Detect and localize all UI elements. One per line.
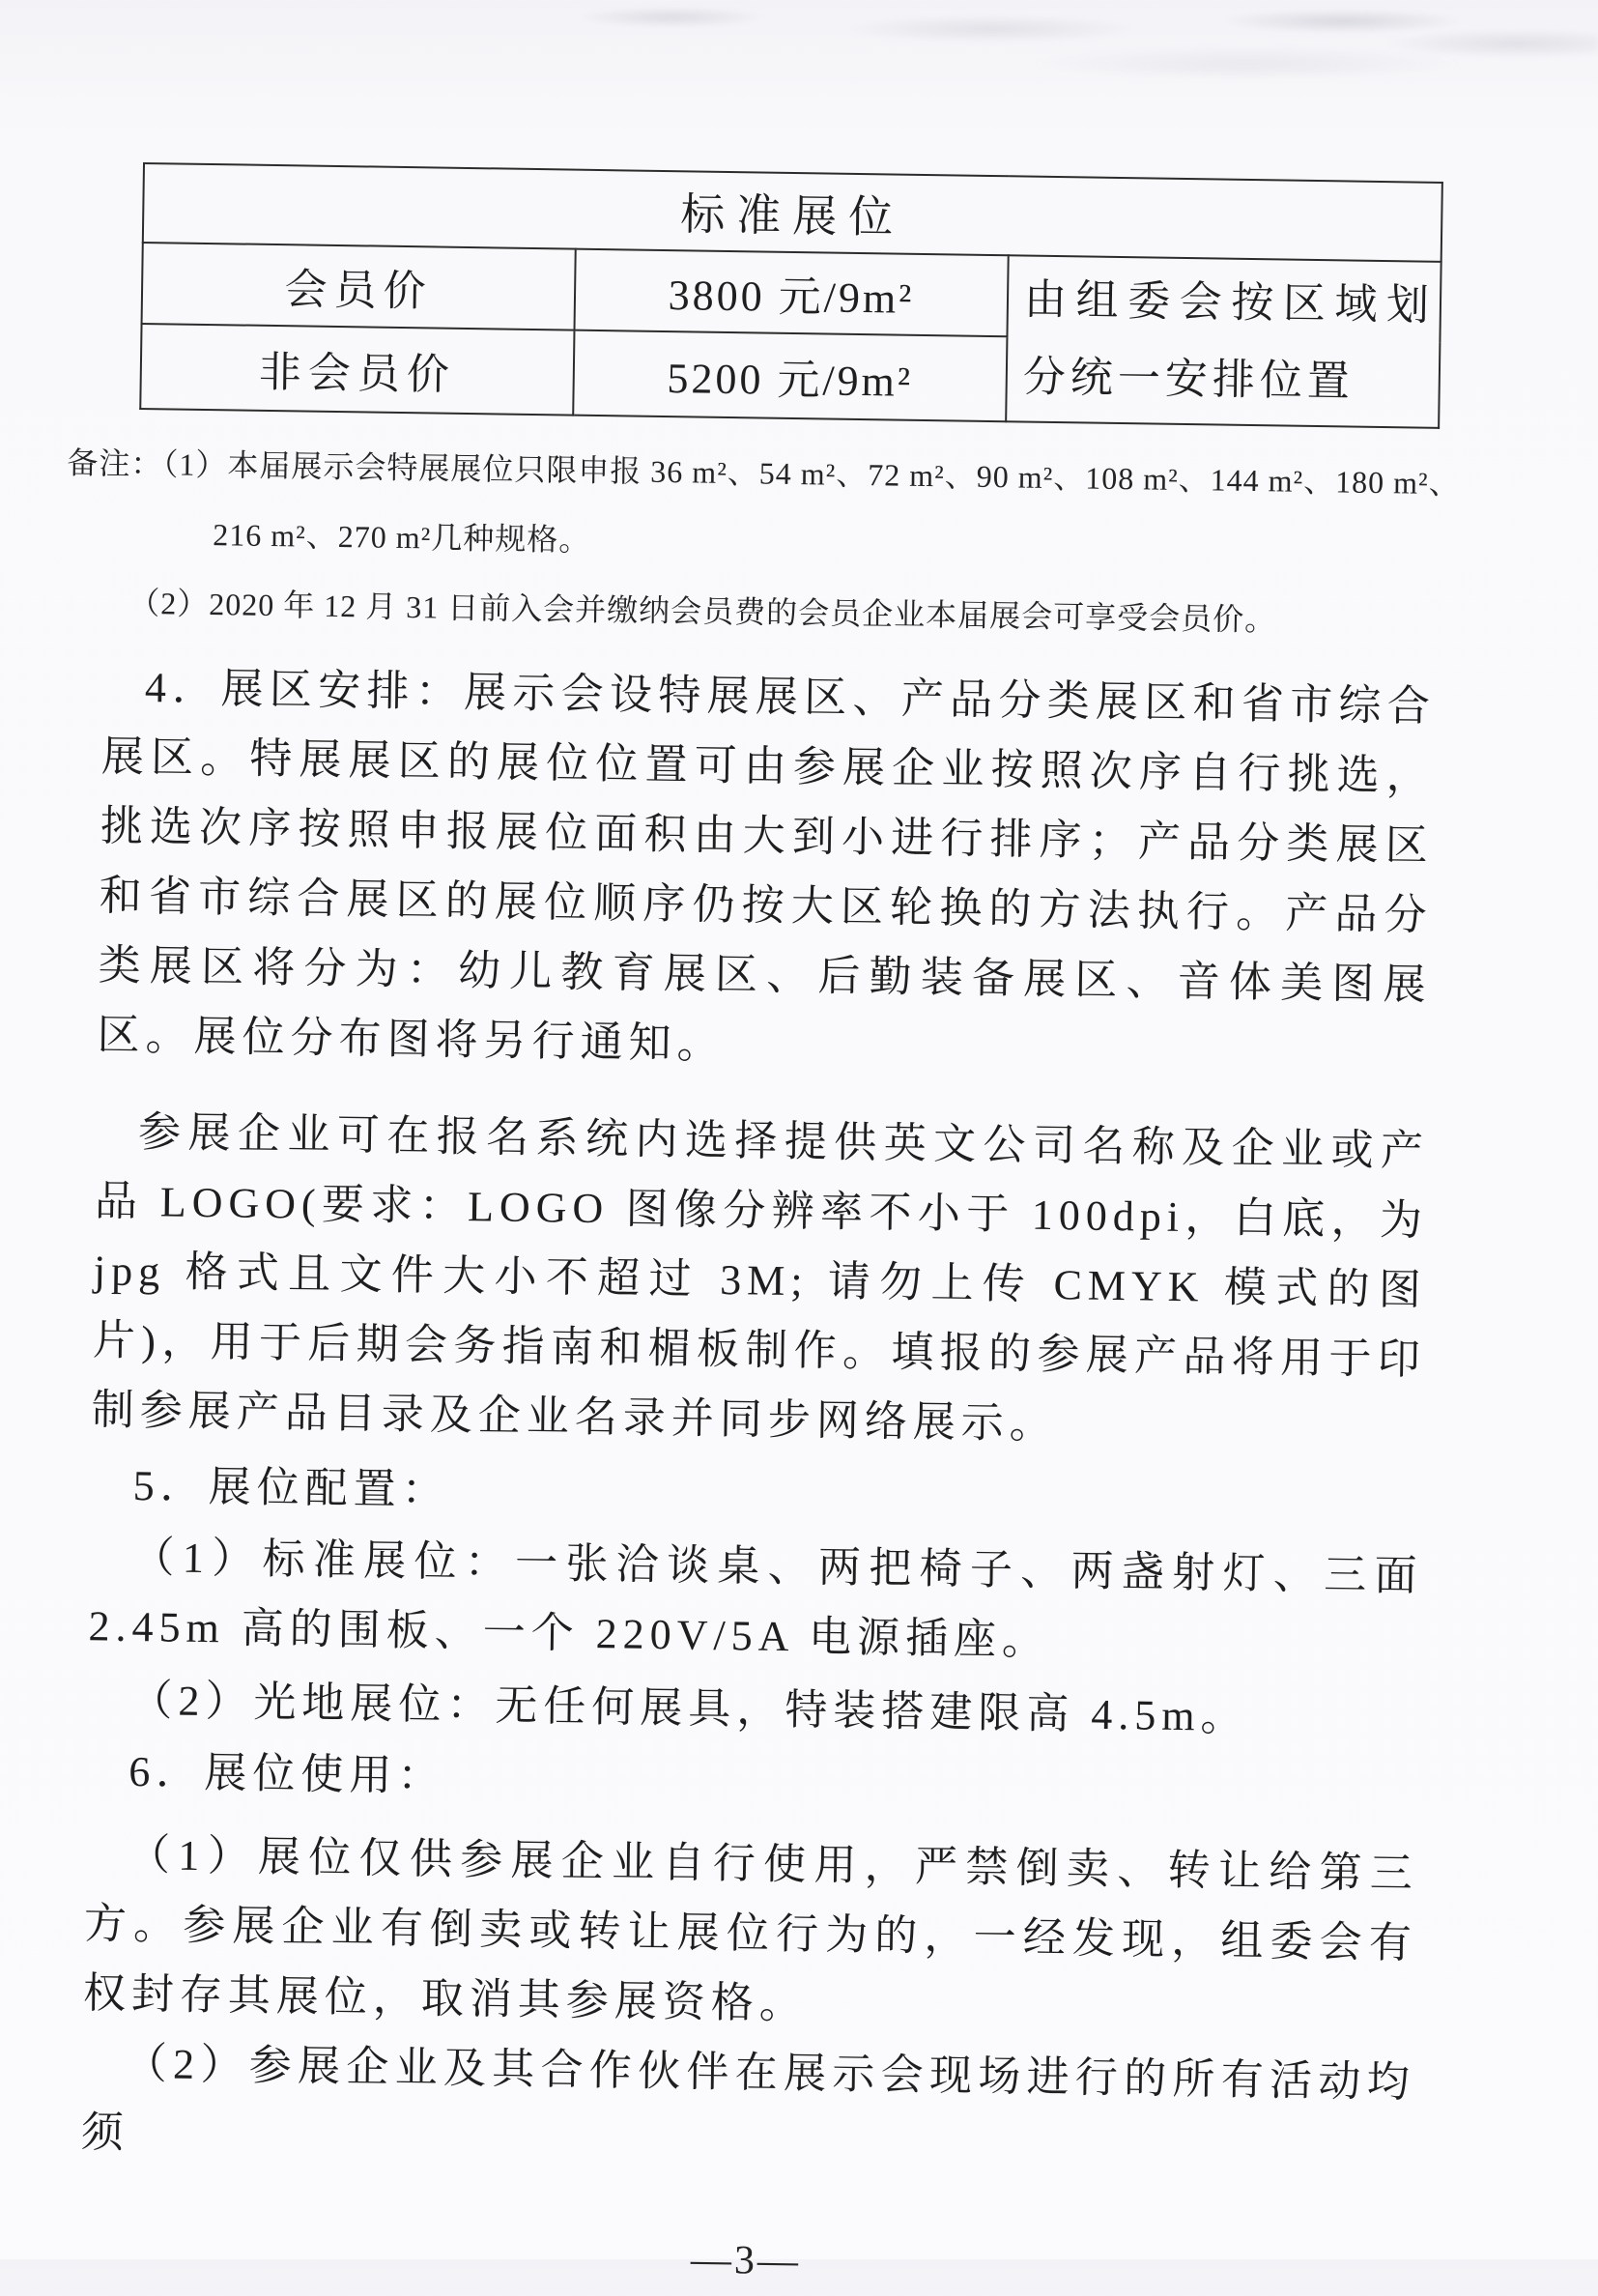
- paragraph-booth-usage-rule1: （1）展位仅供参展企业自行使用，严禁倒卖、转让给第三方。参展企业有倒卖或转让展位行为的，一经发现，组委会有权封存其展位，取消其参展资格。: [82, 1830, 1419, 2028]
- remark-line-2: 216 m²、270 m²几种规格。: [213, 517, 591, 558]
- page-number: —3—: [690, 2237, 802, 2284]
- nonmember-price-label: 非会员价: [140, 324, 574, 416]
- booth-assignment-note: 由组委会按区域划分统一安排位置: [1006, 255, 1441, 428]
- booth-price-table: [139, 162, 1443, 429]
- body-text: [79, 652, 1437, 2293]
- paragraph-booth-usage-rule2: （2）参展企业及其合作伙伴在展示会现场进行的所有活动均须: [80, 2039, 1416, 2157]
- paragraph-raw-space-booth: （2）光地展位：无任何展具，特装搭建限高 4.5m。: [129, 1676, 1249, 1741]
- paragraph-standard-booth: （1）标准展位：一张洽谈桌、两把椅子、两盏射灯、三面 2.45m 高的围板、一个 220V/5A 电源插座。: [88, 1533, 1423, 1665]
- member-price-label: 会员价: [142, 243, 576, 330]
- paragraph-section5-booth-config: 5．展位配置：: [132, 1461, 451, 1514]
- remark-line-1: 备注：（1）本届展示会特展展位只限申报 36 m²、54 m²、72 m²、90 m²、108 m²、144 m²、180 m²、: [67, 445, 1461, 502]
- remarks-block: [0, 427, 1594, 660]
- paragraph-section4-zone-arrangement: 4．展区安排：展示会设特展展区、产品分类展区和省市综合展区。特展展区的展位位置可由参展企业按照次序自行挑选，挑选次序按照申报展位面积由大到小进行排序；产品分类展区和省市综合展区的展位顺序仍按大区轮换的方法执行。产品分类展区将分为：幼儿教育展区、后勤装备展区、音体美图展区。展位分布图将另行通知。: [97, 664, 1437, 1069]
- paragraph-section6-booth-usage: 6．展位使用：: [128, 1747, 446, 1800]
- member-price-value: 3800 元/9m²: [575, 249, 1009, 337]
- table-header-cell: 标准展位: [143, 163, 1442, 262]
- remark-line-3: （2）2020 年 12 月 31 日前入会并缴纳会员费的会员企业本届展会可享受会员价。: [128, 585, 1277, 638]
- nonmember-price-value: 5200 元/9m²: [573, 330, 1007, 422]
- paragraph-logo-requirements: 参展企业可在报名系统内选择提供英文公司名称及企业或产品 LOGO(要求：LOGO 图像分辨率不小于 100dpi，白底，为 jpg 格式且文件大小不超过 3M; 请勿上传 CMYK 模式的图片)，用于后期会务指南和楣板制作。填报的参展产品将用于印制参展产品目录及企业名录并同步网络展示。: [91, 1108, 1430, 1449]
